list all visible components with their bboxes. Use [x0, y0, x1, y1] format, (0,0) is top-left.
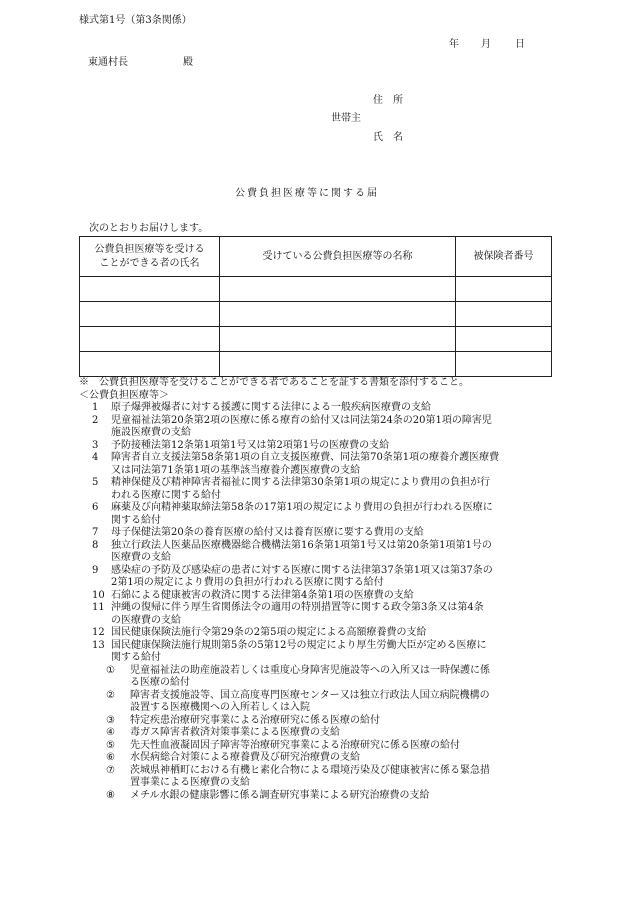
subprogram-number: ③: [106, 714, 115, 726]
program-text: [111, 601, 559, 626]
subprogram-number: ④: [106, 727, 115, 738]
table-row: [80, 277, 552, 302]
document-title: 公費負担医療等に関する届: [235, 188, 379, 199]
subprogram-item: [79, 726, 559, 739]
table-header-row: [80, 237, 552, 277]
subprogram-text: [130, 764, 559, 789]
subprogram-item: [79, 664, 559, 689]
program-item: [79, 639, 559, 664]
subprogram-number: ①: [106, 664, 115, 676]
subprogram-text-line: 児童福祉法の助産施設若しくは重度心身障害児施設等への入所又は一時保護に係: [130, 664, 490, 676]
subprogram-text-line: 特定疾患治療研究事業による治療研究に係る医療の給付: [130, 714, 380, 726]
program-number: 5: [92, 477, 99, 488]
addressee-honorific: 殿: [183, 57, 193, 68]
form-number-label: 様式第1号（第3条関係）: [79, 15, 192, 26]
program-item: [79, 626, 559, 639]
subprogram-number: ⑦: [106, 764, 115, 776]
program-sublist: [79, 664, 559, 802]
subprogram-text-line: 茨城県神栖町における有機ヒ素化合物による環境汚染及び健康被害に係る緊急措: [130, 764, 490, 776]
subprogram-text-line: る医療の給付: [130, 677, 190, 688]
program-text-line: 医療費の支給: [111, 552, 171, 563]
program-item: [79, 526, 559, 539]
date-day-label: 日: [515, 39, 525, 50]
date-year-label: 年: [449, 39, 459, 50]
program-item: [79, 601, 559, 626]
subprogram-text: [130, 664, 559, 689]
program-text-line: 障害者自立支援法第58条第1項の自立支援医療費、同法第70条第1項の療養介護医療費: [111, 452, 500, 463]
program-number: 13: [92, 639, 105, 651]
subprogram-text-line: 障害者支援施設等、国立高度専門医療センター又は独立行政法人国立病院機構の: [130, 689, 490, 701]
subprogram-item: [79, 739, 559, 752]
header-recipient-name: 公費負担医療等を受ける ことができる者の氏名: [80, 237, 220, 277]
subprogram-item: [79, 764, 559, 789]
subprogram-text-line: 水俣病総合対策による療養費及び研究治療費の支給: [130, 752, 360, 763]
program-text-line: 国民健康保険法施行令第29条の2第5項の規定による高額療養費の支給: [111, 627, 427, 638]
program-text: [111, 476, 559, 501]
program-number: 1: [92, 402, 99, 413]
subprogram-item: [79, 751, 559, 764]
program-text-line: 沖縄の復帰に伴う厚生省関係法令の適用の特別措置等に関する政令第3条又は第4条: [111, 602, 484, 613]
program-text-line: 国民健康保険法施行規則第5条の5第12号の規定により厚生労働大臣が定める医療に: [111, 639, 487, 651]
insured-number-cell[interactable]: [456, 277, 552, 302]
header-insured-number: 被保険者番号: [456, 237, 552, 277]
program-item: [79, 564, 559, 589]
program-text-line: 予防接種法第12条第1項第1号又は第2項第1号の医療費の支給: [111, 439, 390, 451]
subprogram-item: [79, 789, 559, 802]
program-text-line: の医療費の支給: [111, 614, 181, 626]
insured-number-cell[interactable]: [456, 327, 552, 352]
program-number: 2: [92, 414, 99, 426]
program-text-line: 又は同法第71条第1項の基準該当療養介護医療費の支給: [111, 464, 361, 476]
program-item: [79, 451, 559, 476]
notes-section: [79, 376, 559, 801]
program-text-line: 独立行政法人医薬品医療機器総合機構法第16条第1項第1号又は第20条第1項第1号の: [111, 539, 492, 551]
program-number: 10: [92, 589, 105, 601]
program-text-line: 感染症の予防及び感染症の患者に対する医療に関する法律第37条第1項又は第37条の: [111, 564, 493, 576]
program-text: [111, 626, 559, 639]
program-text: [111, 526, 559, 539]
program-item: [79, 539, 559, 564]
program-text: [111, 439, 559, 452]
program-text: [111, 451, 559, 476]
program-number: 6: [92, 502, 99, 513]
program-number: 4: [92, 452, 99, 463]
subprogram-item: [79, 714, 559, 727]
subprogram-text: [130, 789, 559, 802]
subprogram-number: ②: [106, 689, 115, 701]
program-name-cell[interactable]: [220, 302, 456, 327]
subprogram-text-line: 毒ガス障害者救済対策事業による医療費の支給: [130, 727, 340, 738]
table-row: [80, 327, 552, 352]
program-number: 8: [92, 539, 99, 551]
header-program-name: 受けている公費負担医療等の名称: [220, 237, 456, 277]
subprogram-text: [130, 689, 559, 714]
recipient-name-cell[interactable]: [80, 302, 220, 327]
section-heading: ＜公費負担医療等＞: [79, 389, 169, 401]
program-name-cell[interactable]: [220, 327, 456, 352]
program-text-line: 石綿による健康被害の救済に関する法律第4条第1項の医療費の支給: [111, 589, 414, 601]
intro-text: 次のとおりお届けします。: [89, 223, 209, 234]
program-item: [79, 476, 559, 501]
recipient-name-cell[interactable]: [80, 277, 220, 302]
date-month-label: 月: [481, 39, 491, 50]
program-text-line: 母子保健法第20条の養育医療の給付又は養育医療に要する費用の支給: [111, 527, 424, 538]
recipient-name-cell[interactable]: [80, 327, 220, 352]
program-text-line: 麻薬及び向精神薬取締法第58条の17第1項の規定により費用の負担が行われる医療に: [111, 502, 493, 513]
program-number: 3: [92, 439, 99, 451]
insured-number-cell[interactable]: [456, 352, 552, 377]
program-name-cell[interactable]: [220, 277, 456, 302]
program-text: [111, 539, 559, 564]
subprogram-text: [130, 751, 559, 764]
attachment-note: ※ 公費負担医療等を受けることができる者であることを証する書類を添付すること。: [79, 377, 469, 388]
subprogram-text-line: 置事業による医療費の支給: [130, 777, 250, 788]
program-item: [79, 439, 559, 452]
subprogram-text-line: メチル水銀の健康影響に係る調査研究事業による研究治療費の支給: [130, 789, 430, 801]
program-text: [111, 564, 559, 589]
program-text-line: われる医療に関する給付: [111, 489, 221, 501]
program-text-line: 児童福祉法第20条第2項の医療に係る療育の給付又は同法第24条の20第1項の障害児: [111, 414, 492, 426]
subprogram-text: [130, 739, 559, 752]
subprogram-text: [130, 714, 559, 727]
program-text: [111, 589, 559, 602]
program-item: [79, 589, 559, 602]
program-text: [111, 639, 559, 664]
program-item: [79, 501, 559, 526]
subprogram-text-line: 設置する医療機関への入所若しくは入院: [130, 702, 310, 713]
table-row: [80, 302, 552, 327]
program-item: [79, 401, 559, 414]
recipient-name-cell[interactable]: [80, 352, 220, 377]
program-text-line: 原子爆弾被爆者に対する援護に関する法律による一般疾病医療費の支給: [111, 402, 431, 413]
notification-table: [79, 236, 552, 377]
program-number: 7: [92, 527, 99, 538]
program-text: [111, 414, 559, 439]
program-item: [79, 414, 559, 439]
address-label: 住 所: [373, 95, 403, 106]
program-text-line: 精神保健及び精神障害者福祉に関する法律第30条第1項の規定により費用の負担が行: [111, 477, 491, 488]
program-text-line: 2第1項の規定により費用の負担が行われる医療に関する給付: [111, 577, 384, 588]
program-number: 11: [92, 602, 105, 613]
program-number: 9: [92, 564, 99, 576]
program-name-cell[interactable]: [220, 352, 456, 377]
subprogram-text-line: 先天性血液凝固因子障害等治療研究事業による治療研究に係る医療の給付: [130, 739, 460, 751]
subprogram-number: ⑥: [106, 752, 115, 763]
program-text-line: 関する給付: [111, 652, 161, 663]
program-text-line: 施設医療費の支給: [111, 427, 191, 438]
householder-label: 世帯主: [331, 113, 361, 124]
name-label: 氏 名: [373, 132, 403, 143]
program-text-line: 関する給付: [111, 514, 161, 526]
subprogram-text: [130, 726, 559, 739]
insured-number-cell[interactable]: [456, 302, 552, 327]
program-list: [79, 401, 559, 664]
program-number: 12: [92, 627, 105, 638]
program-text: [111, 401, 559, 414]
table-row: [80, 352, 552, 377]
subprogram-number: ⑧: [106, 789, 115, 801]
subprogram-number: ⑤: [106, 739, 115, 751]
addressee-name: 東通村長: [88, 57, 128, 68]
program-text: [111, 501, 559, 526]
subprogram-item: [79, 689, 559, 714]
